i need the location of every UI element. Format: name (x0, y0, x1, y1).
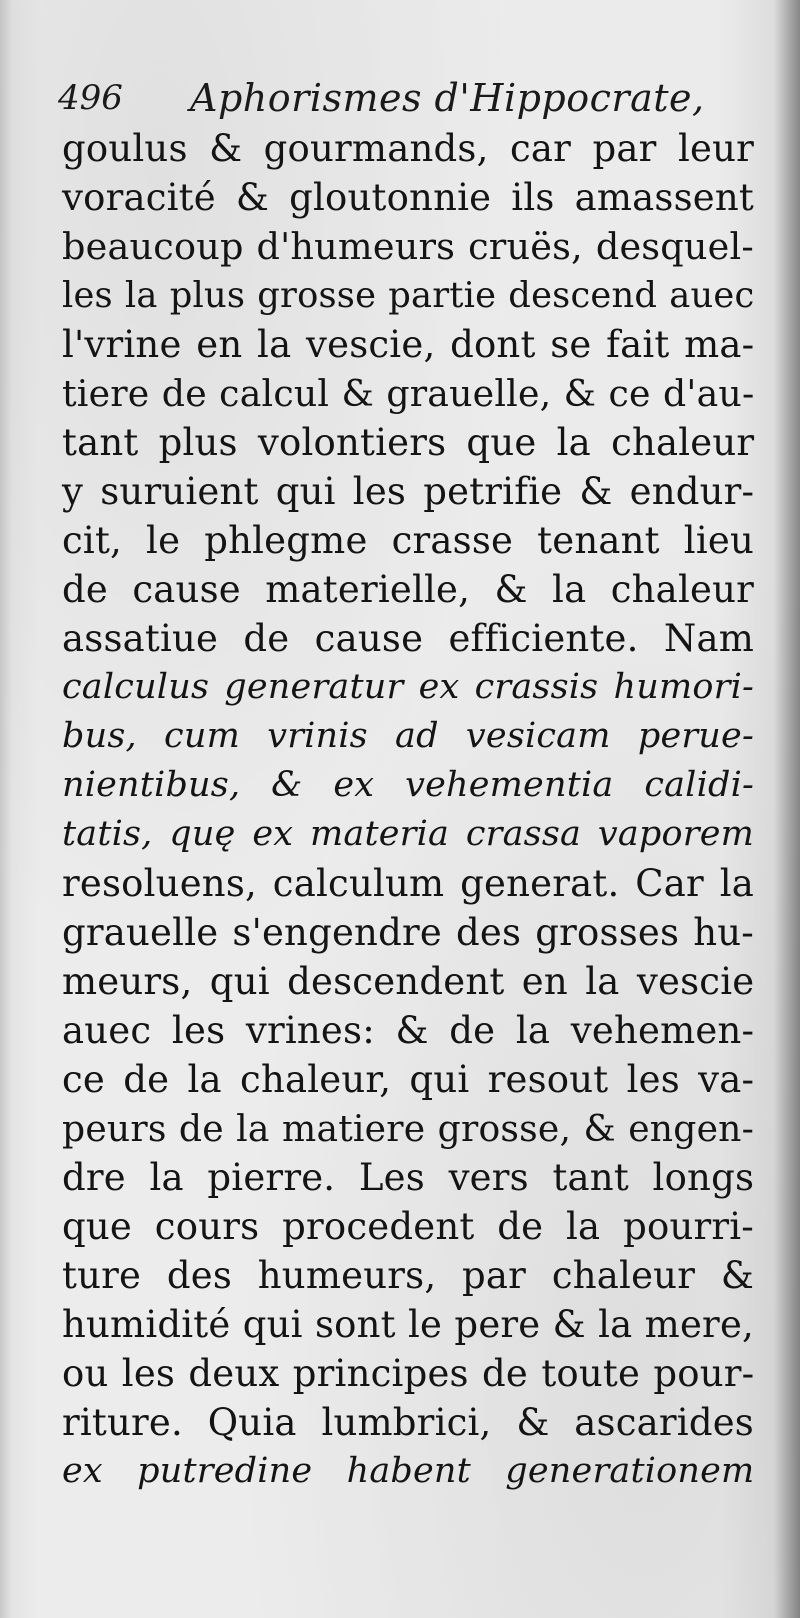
text-line: ou les deux principes de toute pour- (62, 1352, 755, 1395)
running-title: Aphorismes d'Hippocrate, (190, 76, 705, 120)
text-line: y suruient qui les petrifie & endur- (62, 470, 755, 513)
text-line: ex putredine habent generationem (62, 1451, 755, 1491)
text-line: nientibus, & ex vehementia calidi- (62, 765, 754, 805)
text-line: tiere de calcul & grauelle, & ce d'au- (62, 372, 755, 415)
text-line: assatiue de cause efficiente. Nam (62, 617, 754, 660)
text-line: les la plus grosse partie descend auec (62, 275, 755, 316)
text-line: peurs de la matiere grosse, & engen- (62, 1107, 755, 1150)
text-line: ce de la chaleur, qui resout les va- (62, 1058, 755, 1101)
text-line: riture. Quia lumbrici, & ascarides (62, 1401, 754, 1444)
text-line: beaucoup d'humeurs cruës, desquel- (62, 225, 754, 268)
text-line: tant plus volontiers que la chaleur (62, 421, 755, 464)
text-line: goulus & gourmands, car par leur (62, 127, 754, 170)
text-line: voracité & gloutonnie ils amassent (62, 176, 754, 219)
body-text (62, 124, 754, 1496)
text-line: bus, cum vrinis ad vesicam perue- (62, 716, 754, 756)
text-line: l'vrine en la vescie, dont se fait ma- (62, 323, 755, 366)
page-number: 496 (58, 78, 123, 118)
text-line: calculus generatur ex crassis humori- (62, 667, 754, 707)
text-line: ture des humeurs, par chaleur & (62, 1254, 754, 1297)
text-line: tatis, quę ex materia crassa vaporem (62, 814, 754, 854)
text-line: que cours procedent de la pourri- (62, 1205, 754, 1248)
text-line: meurs, qui descendent en la vescie (62, 960, 755, 1003)
text-line: de cause materielle, & la chaleur (62, 568, 754, 611)
text-line: resoluens, calculum generat. Car la (62, 862, 754, 905)
text-line: humidité qui sont le pere & la mere, (62, 1303, 754, 1346)
text-line: cit, le phlegme crasse tenant lieu (62, 519, 754, 562)
page-header (58, 70, 748, 126)
text-line: dre la pierre. Les vers tant longs (62, 1156, 755, 1199)
text-line: auec les vrines: & de la vehemen- (62, 1009, 755, 1052)
text-line: grauelle s'engendre des grosses hu- (62, 911, 754, 954)
